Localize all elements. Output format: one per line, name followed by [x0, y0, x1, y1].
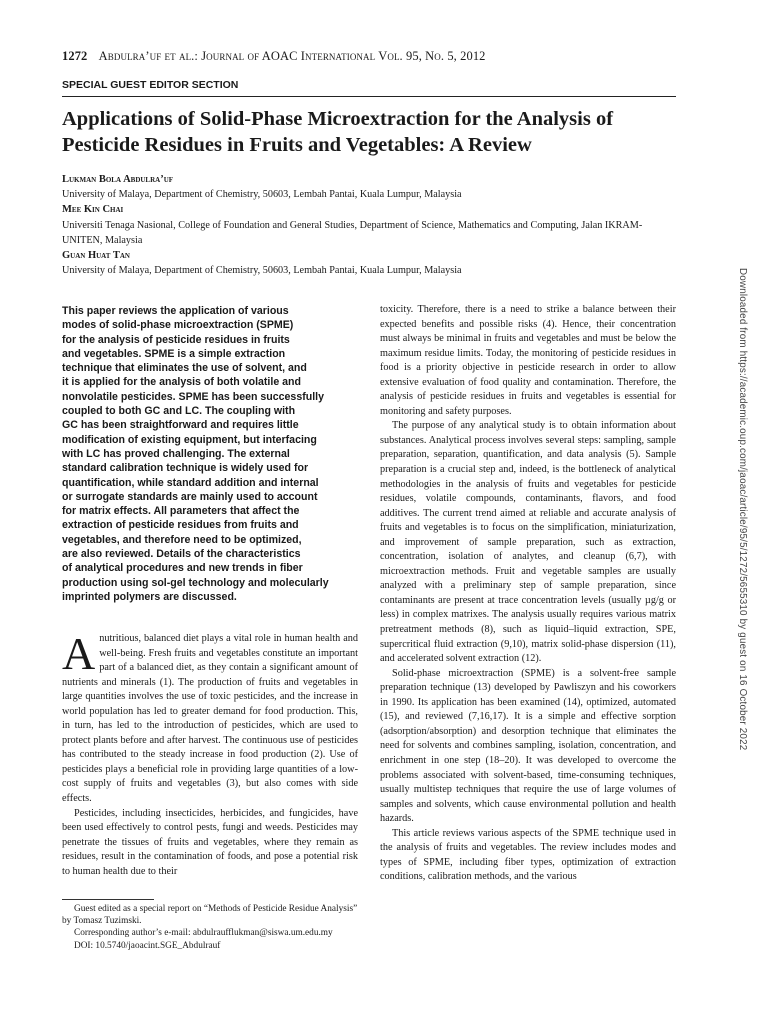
abstract-line: modes of solid-phase microextraction (SPME) — [62, 319, 294, 332]
author-affiliation: Universiti Tenaga Nasional, College of Foundation and General Studies, Department of Science, Mathematics and Computing, Jalan IKRAM-UNITEN, Malaysia — [62, 219, 643, 246]
abstract-line: modification of existing equipment, but interfacing — [62, 433, 317, 446]
footnote-rule — [62, 899, 154, 900]
download-watermark: Downloaded from https://academic.oup.com/jaoac/article/95/5/1272/5655310 by guest on 16 October 2022 — [737, 268, 748, 751]
author-name: Guan Huat Tan — [62, 250, 130, 262]
abstract-line: for the analysis of pesticide residues in fruits — [62, 333, 290, 346]
abstract-line: coupled to both GC and LC. The coupling with — [62, 405, 296, 418]
abstract-line: imprinted polymers are discussed. — [62, 590, 237, 603]
abstract-line: quantification, while standard addition and internal — [62, 476, 319, 489]
body-paragraph: Pesticides, including insecticides, herbicides, and fungicides, have been used effectively to control pests, fungi and weeds. Pesticides may penetrate the tissues of fruits and vegetables, where they remain as residues, result in the contamination of foods, and pose a potential risk to human health due to their — [62, 807, 358, 877]
abstract-line: of analytical procedures and new trends in fiber — [62, 562, 303, 575]
abstract — [62, 304, 344, 604]
abstract-line: it is applied for the analysis of both volatile and — [62, 376, 301, 389]
author-affiliation: University of Malaya, Department of Chemistry, 50603, Lembah Pantai, Kuala Lumpur, Malaysia — [62, 265, 462, 277]
footnote-email: Corresponding author’s e-mail: abdulraufflukman@siswa.um.edu.my — [74, 928, 333, 939]
running-header — [62, 49, 486, 64]
running-head: Abdulra’uf et al.: Journal of AOAC International Vol. 95, No. 5, 2012 — [98, 49, 486, 63]
body-paragraph: toxicity. Therefore, there is a need to strike a balance between their expected benefits and possible risks (4). Hence, their concentration must always be minimal in fruits and vegetables and must be below the maximum residue limits. Today, the monitoring of pesticide residues in food is a priority objective in pesticide research in order to allow extensive evaluation of food quality and contamination. Therefore, the analysis of pesticide residues in fruits and vegetables is essential for monitoring and safety purposes. — [380, 304, 676, 417]
abstract-line: are also reviewed. Details of the characteristics — [62, 548, 301, 561]
footnote-doi: DOI: 10.5740/jaoacint.SGE_Abdulrauf — [74, 940, 221, 951]
abstract-line: technique that eliminates the use of solvent, and — [62, 362, 307, 375]
header-rule — [62, 96, 676, 97]
author-name: Lukman Bola Abdulra’uf — [62, 174, 174, 185]
body-paragraph: This article reviews various aspects of the SPME technique used in the analysis of fruits and vegetables. The review includes modes and types of SPME, including fiber types, optimization of extraction conditions, calibration methods, and the various — [380, 827, 676, 883]
abstract-line: GC has been straightforward and requires little — [62, 419, 299, 432]
abstract-line: nonvolatile pesticides. SPME has been successfully — [62, 390, 324, 403]
abstract-line: extraction of pesticide residues from fruits and — [62, 519, 299, 532]
article-title: Applications of Solid-Phase Microextraction for the Analysis of Pesticide Residues in Fruits and Vegetables: A Review — [62, 108, 614, 156]
footnote-guest-editor: Guest edited as a special report on “Methods of Pesticide Residue Analysis” by Tomasz Tuzimski. — [62, 904, 358, 927]
abstract-line: standard calibration technique is widely used for — [62, 462, 309, 475]
section-label: SPECIAL GUEST EDITOR SECTION — [62, 79, 239, 91]
abstract-line: with LC has proved challenging. The external — [62, 447, 290, 460]
abstract-line: and vegetables. SPME is a simple extraction — [62, 347, 286, 360]
author-name: Mee Kin Chai — [62, 204, 124, 216]
footnotes — [62, 903, 358, 952]
body-paragraph: Anutritious, balanced diet plays a vital role in human health and well-being. Fresh fruits and vegetables constitute an important part of a balanced diet, as they contain a significant amount of nutrients and minerals (1). The production of fruits and vegetables in large quantities involves the use of toxic pesticides, and the increase in world population has led to greater demand for food production. This, in turn, has led to the introduction of pesticides, which are used to protect plants before and after harvest. The continuous use of pesticides has contributed to the steady increase in food production (2). Use of pesticides plays a beneficial role in providing large quantities of a low-cost supply of fruits and vegetables (3), but also comes with side effects. — [62, 628, 358, 805]
abstract-line: production using sol-gel technology and molecularly — [62, 576, 329, 589]
author-block — [62, 172, 676, 278]
abstract-line: This paper reviews the application of various — [62, 305, 289, 317]
page-number: 1272 — [62, 49, 88, 63]
body-right-column — [380, 303, 676, 885]
abstract-line: for matrix effects. All parameters that affect the — [62, 505, 300, 518]
author-affiliation: University of Malaya, Department of Chemistry, 50603, Lembah Pantai, Kuala Lumpur, Malaysia — [62, 189, 462, 201]
abstract-line: or surrogate standards are mainly used to account — [62, 490, 318, 503]
body-paragraph: Solid-phase microextraction (SPME) is a solvent-free sample preparation technique (13) developed by Pawliszyn and his coworkers in 1990. Its application has been examined (14), optimized, automated (15), and reviewed (7,16,17). It is a simple and effective sorption (adsorption/absorption) and desorption technique that eliminates the need for solvents and combines sampling, isolation, concentration, and enrichment in one step (18–20). It was developed to overcome the problems associated with solvent-based, time-consuming techniques, usually multistep techniques that require the use of large volumes of samples and solvents, which cause environmental pollution and health hazards. — [380, 667, 676, 825]
drop-cap: A — [62, 628, 96, 679]
abstract-line: vegetables, and therefore need to be optimized, — [62, 533, 302, 546]
body-paragraph: The purpose of any analytical study is to obtain information about substances. Analytical process involves several steps: sampling, sample preparation, separation, quantification, and data analysis (5). Sample preparation is a crucial step and, indeed, is the bottleneck of analytical methodologies in the analysis of fruits and vegetables for pesticide residues, volatile compounds, contaminants, flavors, and food additives. The current trend aimed at reliable and accurate analysis of fruits and vegetables is to focus on the simplification, miniaturization, and improvement of sample preparation, such as extraction, concentration, isolation of analytes, and cleanup (6,7), with microextraction methods. Fruit and vegetable samples are usually analyzed with a preliminary step of sample preparation, since contaminants are present at trace concentration levels (usually µg/g or less) in complex matrixes. The analysis usually requires various matrix pretreatment methods (8), such as liquid–liquid extraction, SPE, supercritical fluid extraction (9,10), matrix solid-phase dispersion (11), and accelerated solvent extraction (12). — [380, 420, 676, 665]
body-left-column — [62, 628, 358, 879]
